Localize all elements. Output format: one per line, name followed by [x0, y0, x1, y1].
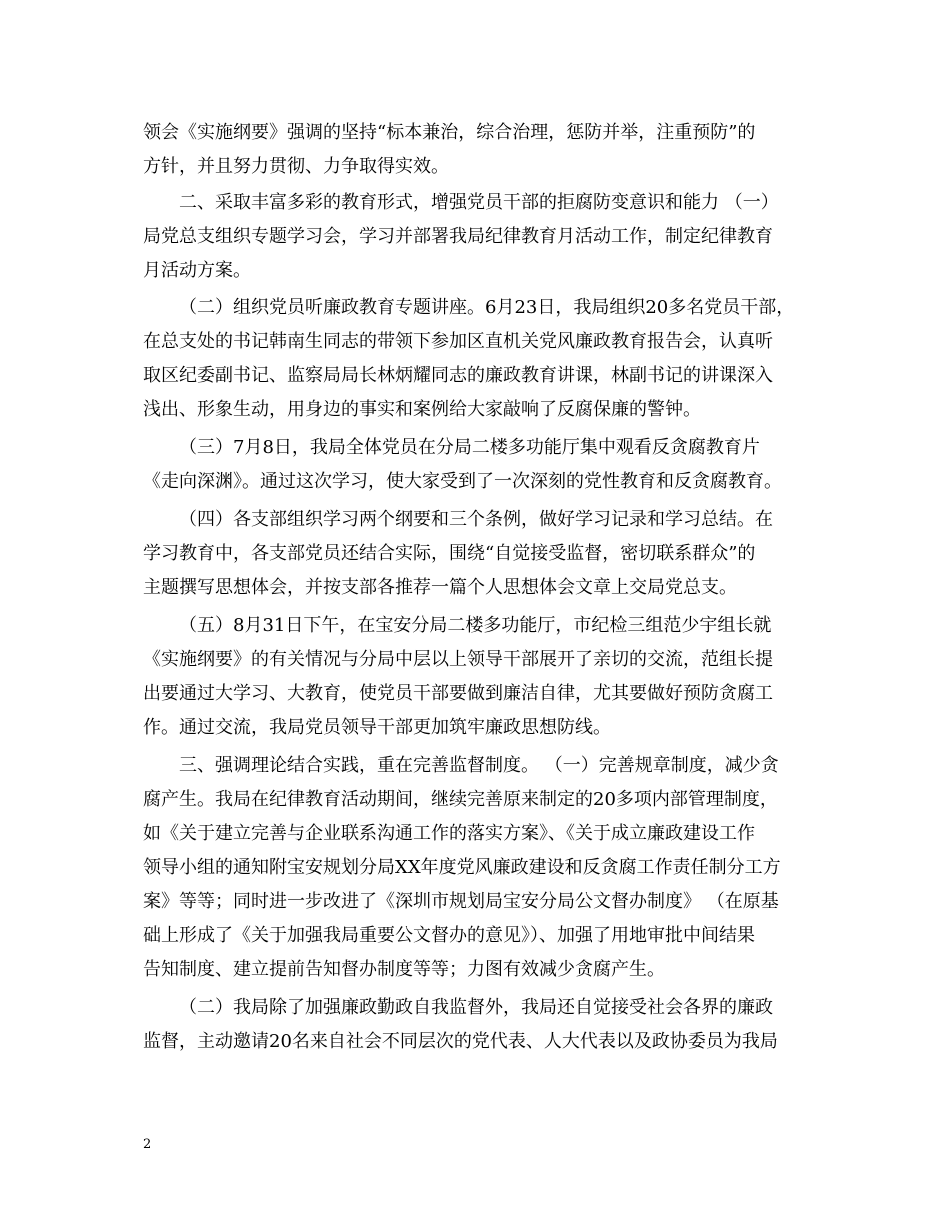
text-line: （二）组织党员听廉政教育专题讲座。6月23日，我局组织20多名党员干部， — [179, 297, 795, 318]
text-line: 三、强调理论结合实践，重在完善监督制度。 （一）完善规章制度，减少贪 — [179, 755, 779, 776]
text-line: （四）各支部组织学习两个纲要和三个条例，做好学习记录和学习总结。在 — [179, 509, 773, 530]
text-line: 监督，主动邀请20名来自社会不同层次的党代表、人大代表以及政协委员为我局 — [143, 1031, 778, 1052]
text-line: 《实施纲要》的有关情况与分局中层以上领导干部展开了亲切的交流，范组长提 — [143, 649, 773, 670]
text-line: 如《关于建立完善与企业联系沟通工作的落实方案》、《关于成立廉政建设工作 — [143, 823, 755, 844]
text-line: 《走向深渊》。通过这次学习，使大家受到了一次深刻的党性教育和反贪腐教育。 — [143, 471, 782, 492]
text-line: 告知制度、建立提前告知督办制度等等；力图有效减少贪腐产生。 — [143, 959, 665, 980]
text-line: 主题撰写思想体会，并按支部各推荐一篇个人思想体会文章上交局党总支。 — [143, 577, 737, 598]
text-line: 二、采取丰富多彩的教育形式，增强党员干部的拒腐防变意识和能力 （一） — [179, 192, 779, 213]
text-line: 学习教育中，各支部党员还结合实际，围绕“自觉接受监督，密切联系群众”的 — [143, 543, 756, 564]
text-line: 领会《实施纲要》强调的坚持“标本兼治，综合治理，惩防并举，注重预防”的 — [143, 122, 756, 143]
text-line: 方针，并且努力贯彻、力争取得实效。 — [143, 156, 449, 177]
text-line: 领导小组的通知附宝安规划分局XX年度党风廉政建设和反贪腐工作责任制分工方 — [143, 857, 781, 878]
text-line: 浅出、形象生动，用身边的事实和案例给大家敲响了反腐保廉的警钟。 — [143, 399, 701, 420]
text-line: 础上形成了《关于加强我局重要公文督办的意见》）、加强了用地审批中间结果 — [143, 925, 755, 946]
text-line: 月活动方案。 — [143, 260, 251, 281]
text-line: 案》等等；同时进一步改进了《深圳市规划局宝安分局公文督办制度》 （在原基 — [143, 891, 779, 912]
page-number: 2 — [143, 1137, 152, 1152]
text-line: （五）8月31日下午，在宝安分局二楼多功能厅，市纪检三组范少宇组长就 — [179, 615, 772, 636]
text-line: 局党总支组织专题学习会，学习并部署我局纪律教育月活动工作，制定纪律教育 — [143, 226, 773, 247]
text-line: 出要通过大学习、大教育，使党员干部要做到廉洁自律，尤其要做好预防贪腐工 — [143, 683, 773, 704]
text-line: 作。通过交流，我局党员领导干部更加筑牢廉政思想防线。 — [143, 717, 611, 738]
text-line: 取区纪委副书记、监察局局长林炳耀同志的廉政教育讲课，林副书记的讲课深入 — [143, 365, 773, 386]
text-line: 腐产生。我局在纪律教育活动期间，继续完善原来制定的20多项内部管理制度， — [143, 789, 778, 810]
text-line: （二）我局除了加强廉政勤政自我监督外，我局还自觉接受社会各界的廉政 — [179, 997, 773, 1018]
text-line: 在总支处的书记韩南生同志的带领下参加区直机关党风廉政教育报告会，认真听 — [143, 331, 773, 352]
text-line: （三）7月8日，我局全体党员在分局二楼多功能厅集中观看反贪腐教育片 — [179, 437, 760, 458]
